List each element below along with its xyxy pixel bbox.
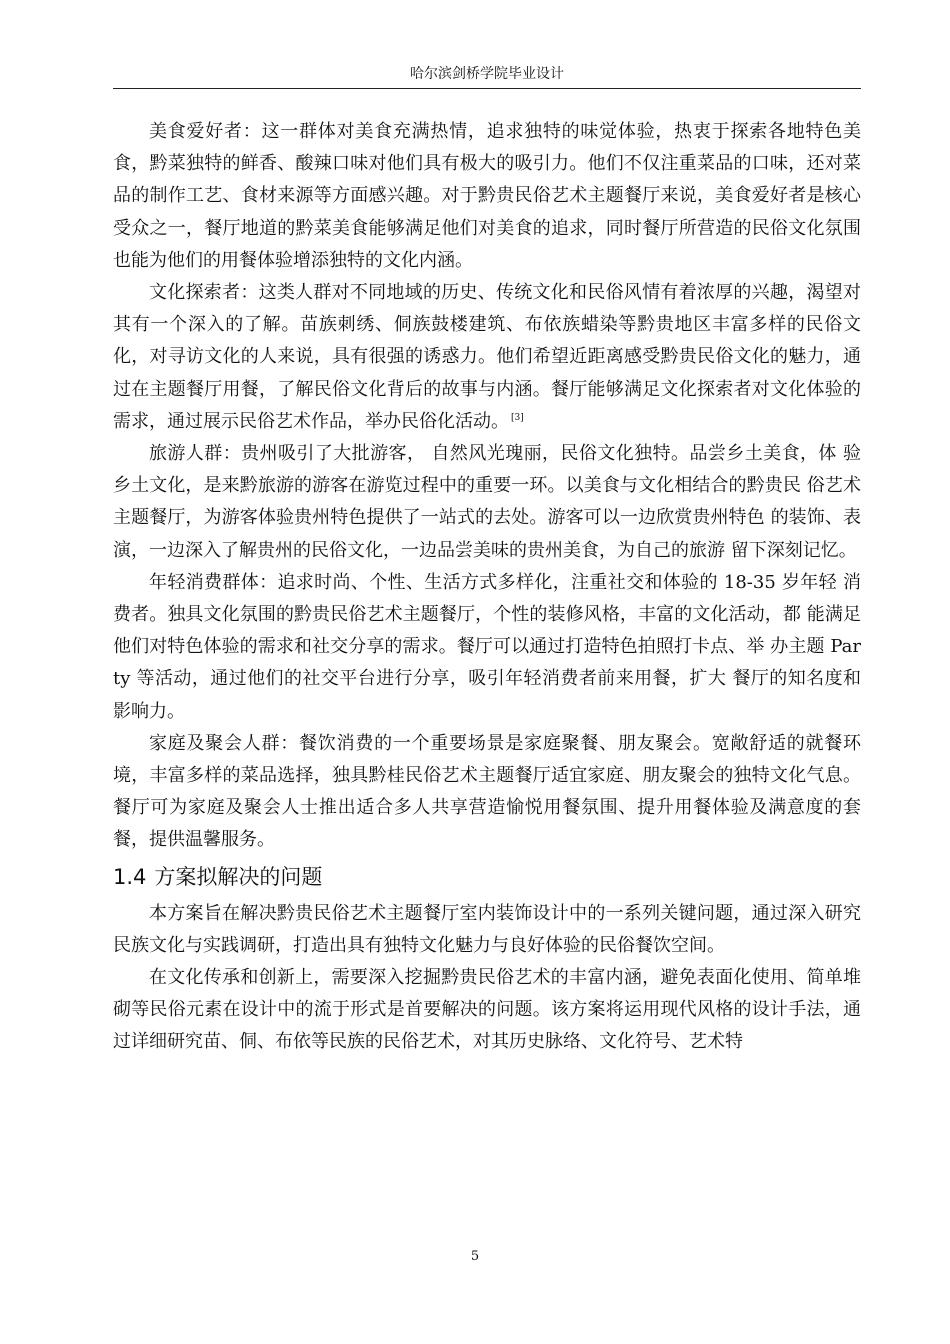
paragraph-text: 旅游人群：贵州吸引了大批游客， 自然风光瑰丽，民俗文化独特。品尝乡土美食，体 验乡土文化，是来黔旅游的游客在游览过程中的重要一环。以美食与文化相结合的黔贵民 俗艺术主题餐厅，为游客体验贵州特色提供了一站式的去处。游客可以一边欣赏贵州特色 的装饰、表演，一边深入了解贵州的民俗文化，一边品尝美味的贵州美食，为自己的旅游 留下深刻记忆。 xyxy=(113,443,861,561)
paragraph-family-gatherings xyxy=(113,728,861,857)
running-header: 哈尔滨剑桥学院毕业设计 xyxy=(410,66,564,82)
paragraph-text: 美食爱好者：这一群体对美食充满热情，追求独特的味觉体验，热衷于探索各地特色美食，黔菜独特的鲜香、酸辣口味对他们具有极大的吸引力。他们不仅注重菜品的口味，还对菜品的制作工艺、食材来源等方面感兴趣。对于黔贵民俗艺术主题餐厅来说，美食爱好者是核心受众之一，餐厅地道的黔菜美食能够满足他们对美食的追求，同时餐厅所营造的民俗文化氛围也能为他们的用餐体验增添独特的文化内涵。 xyxy=(113,121,861,271)
paragraph-tourists xyxy=(113,438,861,567)
section-title: 方案拟解决的问题 xyxy=(154,864,323,889)
paragraph-culture-heritage xyxy=(113,962,861,1059)
paragraph-text: 文化探索者：这类人群对不同地域的历史、传统文化和民俗风情有着浓厚的兴趣，渴望对其有一个深入的了解。苗族刺绣、侗族鼓楼建筑、布依族蜡染等黔贵地区丰富多样的民俗文化，对寻访文化的人来说，具有很强的诱惑力。他们希望近距离感受黔贵民俗文化的魅力，通过在主题餐厅用餐，了解民俗文化背后的故事与内涵。餐厅能够满足文化探索者对文化体验的需求，通过展示民俗艺术作品，举办民俗化活动。 xyxy=(113,282,861,432)
section-heading xyxy=(113,859,861,895)
paragraph-scheme-intro xyxy=(113,898,861,962)
paragraph-text: 年轻消费群体：追求时尚、个性、生活方式多样化，注重社交和体验的 18-35 岁年轻 消费者。独具文化氛围的黔贵民俗艺术主题餐厅，个性的装修风格，丰富的文化活动，都 能满足他们对特色体验的需求和社交分享的需求。餐厅可以通过打造特色拍照打卡点、举 办主题 Party 等活动，通过他们的社交平台进行分享，吸引年轻消费者前来用餐，扩大 餐厅的知名度和影响力。 xyxy=(113,571,861,722)
page-number: 5 xyxy=(470,1249,480,1264)
paragraph-text: 本方案旨在解决黔贵民俗艺术主题餐厅室内装饰设计中的一系列关键问题，通过深入研究民族文化与实践调研，打造出具有独特文化魅力与良好体验的民俗餐饮空间。 xyxy=(113,902,861,956)
paragraph-text: 在文化传承和创新上，需要深入挖掘黔贵民俗艺术的丰富内涵，避免表面化使用、简单堆砌等民俗元素在设计中的流于形式是首要解决的问题。该方案将运用现代风格的设计手法，通过详细研究苗、侗、布依等民族的民俗艺术，对其历史脉络、文化符号、艺术特 xyxy=(113,967,861,1053)
page-body xyxy=(113,116,861,1059)
citation-marker[interactable]: [3] xyxy=(511,412,524,423)
paragraph-text: 家庭及聚会人群：餐饮消费的一个重要场景是家庭聚餐、朋友聚会。宽敞舒适的就餐环境，丰富多样的菜品选择，独具黔桂民俗艺术主题餐厅适宜家庭、朋友聚会的独特文化气息。餐厅可为家庭及聚会人士推出适合多人共享营造愉悦用餐氛围、提升用餐体验及满意度的套餐，提供温馨服务。 xyxy=(113,732,861,851)
paragraph-culture-explorers xyxy=(113,277,861,438)
section-number: 1.4 xyxy=(113,864,147,889)
paragraph-food-lovers xyxy=(113,116,861,277)
paragraph-young-consumers xyxy=(113,567,861,728)
header-divider xyxy=(113,88,861,89)
